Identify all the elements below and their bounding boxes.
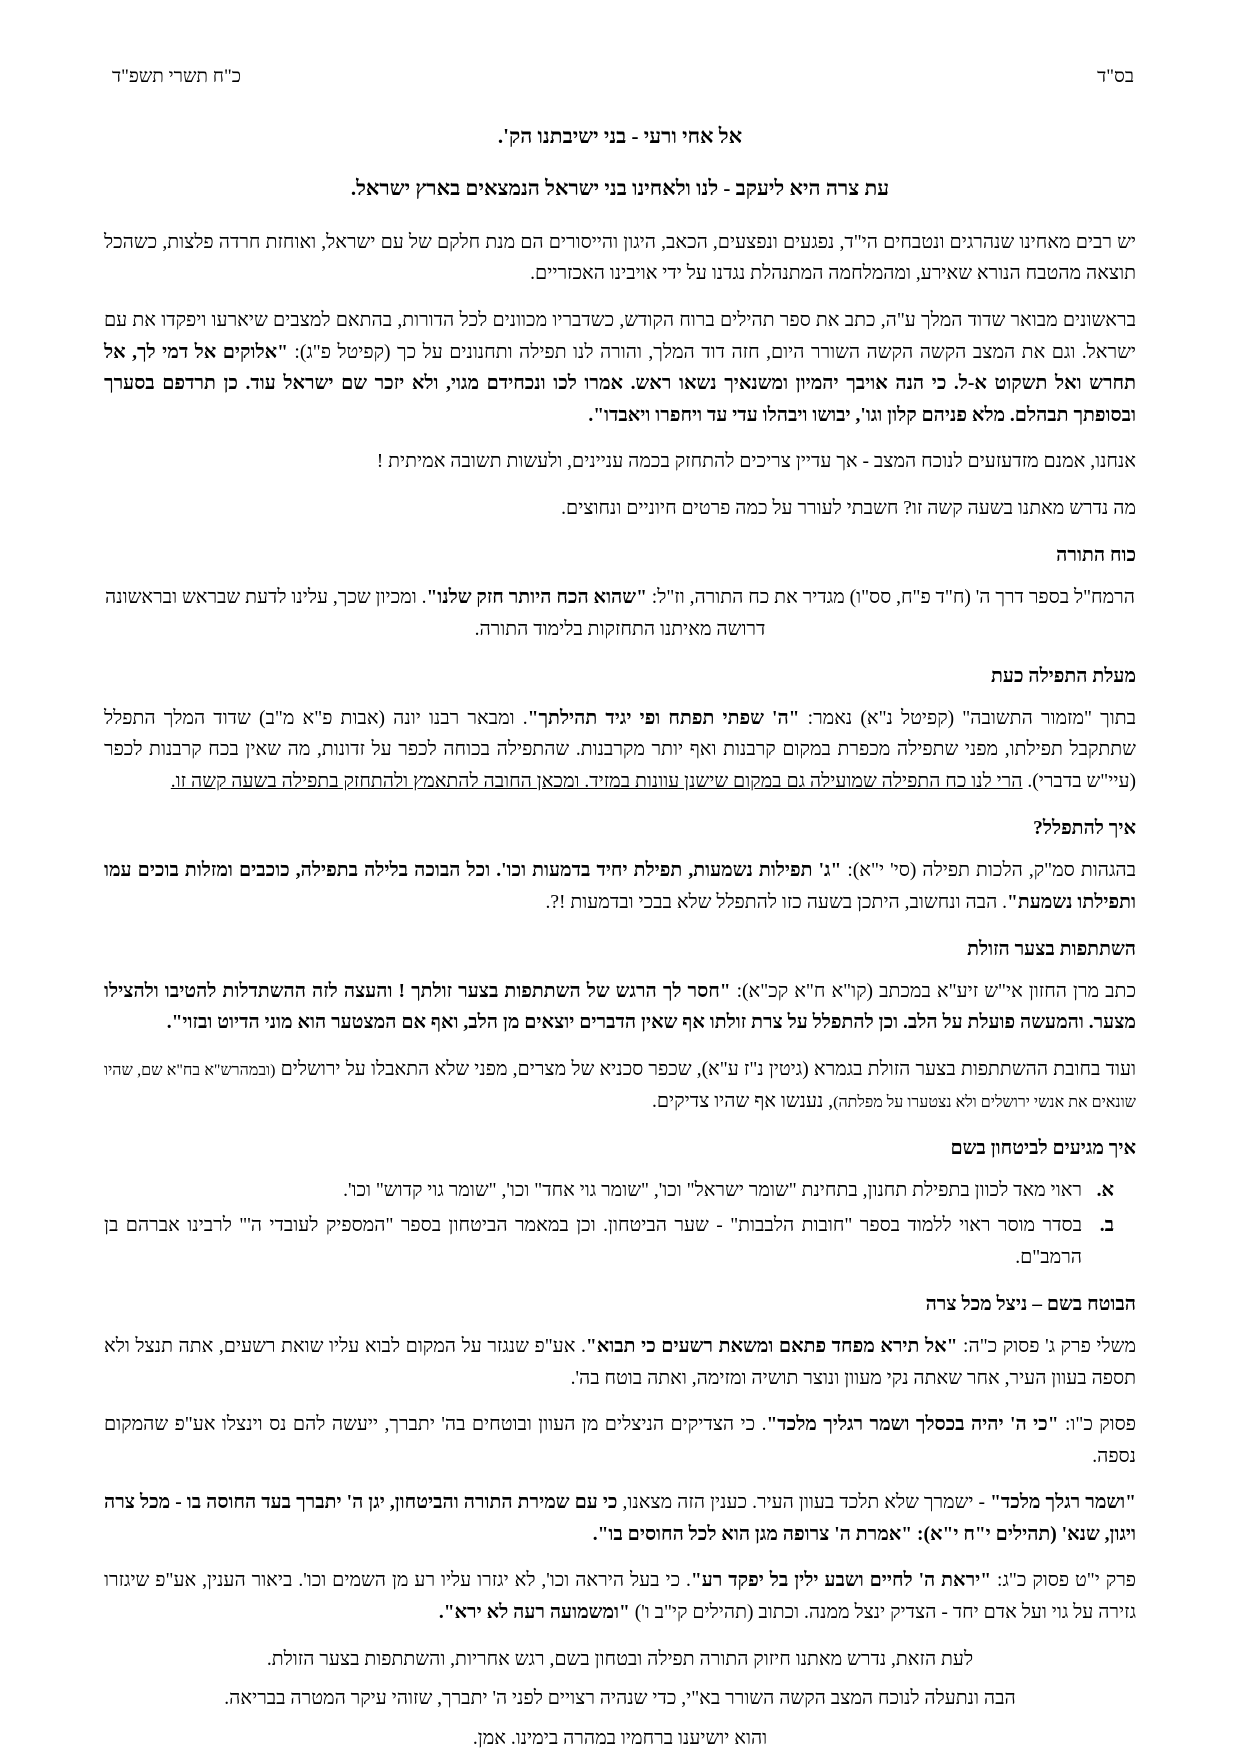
text-run: בתוך "מזמור התשובה" (קפיטל נ"א) נאמר: [799, 707, 1136, 729]
text-run: "שהוא הכח היותר חזק שלנו" [426, 587, 647, 608]
list-item-marker: א. [1096, 1179, 1114, 1201]
text-run: , נענשו אף שהיו צדיקים. [652, 1090, 834, 1112]
text-run: (ובמהרש"א בח"א שם, שהיו שונאים את אנשי ירושלים ולא נצטערו על מפלתה) [104, 1061, 1136, 1111]
psalms-83-quote: "אלוקים אל דמי לך, אל תחרש ואל תשקוט א-ל. כי הנה אויבך יהמיון ומשנאיך נשאו ראש. אמרו לכו ונכחידם מגוי, ולא יזכר שם ישראל עוד. כן תרדפם בסערך ובסופתך תבהלם. מלא פניהם קלון וגו', יבושו ויבהלו עדי עד ויחפרו ויאבדו". [104, 341, 1136, 426]
bsd-label: בס"ד [1097, 66, 1134, 87]
text-run: פסוק כ"ו: [1058, 1414, 1136, 1436]
section-hishtatfut-paragraph-1 [104, 976, 1136, 1039]
text-run: "אל תירא מפחד פתאם ומשאת רשעים כי תבוא" [585, 1335, 958, 1357]
text-run: בהגהות סמ"ק, הלכות תפילה (סי' י"א): [841, 860, 1136, 882]
section-habotcheach-paragraph-4 [104, 1565, 1136, 1628]
text-run: כי עם שמירת התורה והביטחון, יגן ה' יתברך בעד החוסה בו - מכל צרה ויגון, שנא' (תהילים י"ח י"א): "אמרת ה' צרופה מגן הוא לכל החוסים בו". [104, 1492, 1136, 1545]
document-title: אל אחי ורעי - בני ישיבתנו הק'. [497, 123, 743, 148]
text-run: "ושמר רגלך מלכד" [990, 1492, 1137, 1514]
closing-paragraph-2: הבה ונתעלה לנוכח המצב הקשה השורר בא"י, כדי שנהיה רצויים לפני ה' יתברך, שזוהי עיקר המטרה בבריאה. [224, 1688, 1016, 1710]
text-run: . כי בעל היראה וכו', לא יגזרו עליו רע מן השמים וכו'. ביאור הענין, אע"פ שיגזרו גזירה על גוי ועל אדם יחד - הצדיק ינצל ממנה. וכתוב (תהילים קי"ב ו') [104, 1570, 1136, 1624]
section-heading-koach-hatorah: כוח התורה [1056, 545, 1136, 567]
text-run: "חסר לך הרגש של השתתפות בצער זולתך ! והעצה לזה ההשתדלות להטיבו ולהצילו מצער. והמעשה פועלת על הלב. וכן להתפלל על צרת זולתו אף שאין הדברים יוצאים מן הלב, ואף אם המצטער הוא מוני הדיוט ובזוי". [104, 980, 1136, 1034]
intro-paragraph-4: מה נדרש מאתנו בשעה קשה זו? חשבתי לעורר על כמה פרטים חיוניים ונחוצים. [561, 497, 1136, 519]
section-heading-bitachon: איך מגיעים לביטחון בשם [950, 1138, 1136, 1160]
text-run: משלי פרק ג' פסוק כ"ה: [957, 1335, 1136, 1357]
text-run: . כי הצדיקים הניצלים מן העוון ובוטחים בה' יתברך, ייעשה להם נס וינצלו אע"פ שהמקום נספה. [104, 1414, 1136, 1467]
closing-paragraph-3: והוא יושיענו ברחמיו במהרה בימינו. אמן. [472, 1727, 768, 1749]
list-item-label: ראוי מאד לכוון בתפילת תחנון, בתחינת "שומר ישראל" וכו', "שומר גוי אחד" וכו', "שומר גוי קדוש" וכו'. [343, 1179, 1082, 1201]
section-heading-maalat-hatefila: מעלת התפילה כעת [991, 666, 1136, 688]
section-bitachon-list [104, 1175, 1136, 1274]
text-run: פרק י"ט פסוק כ"ג: [991, 1570, 1136, 1592]
text-run: . הבה ונחשוב, היתכן בשעה כזו להתפלל שלא בבכי ובדמעות !?. [545, 891, 1008, 913]
text-run: . ומכיון שכך, עלינו לדעת שבראש ובראשונה דרושה מאיתנו התחזקות בלימוד התורה. [105, 587, 766, 640]
section-heading-eich-lehitpalel: איך להתפלל? [1033, 818, 1136, 840]
section-koach-hatorah-paragraph-1 [104, 582, 1136, 645]
list-item [104, 1210, 1114, 1273]
text-run: "ה' שפתי תפתח ופי יגיד תהילתך" [527, 707, 800, 729]
sections-container [104, 540, 1136, 1628]
section-habotcheach-paragraph-1 [104, 1331, 1136, 1394]
text-run: "יראת ה' לחיים ושבע ילין בל יפקד רע" [690, 1570, 992, 1592]
closing-paragraph-1: לעת הזאת, נדרש מאתנו חיזוק התורה תפילה ובטחון בשם, רגש אחריות, והשתתפות בצער הזולת. [266, 1648, 974, 1670]
hebrew-date: כ"ח תשרי תשפ"ד [112, 66, 242, 87]
list-item-marker: ב. [1099, 1215, 1114, 1237]
text-run: "ג' תפילות נשמעות, תפילת יחיד בדמעות וכו'. וכל הבוכה בלילה בתפילה, כוכבים ומזלות בוכים עמו ותפילתו נשמעת" [104, 860, 1136, 913]
text-run: - ישמרך שלא תלכד בעוון העיר. כענין הזה מצאנו, [617, 1492, 991, 1514]
intro-p2-lead: בראשונים מבואר שדוד המלך ע"ה, כתב את ספר תהילים ברוח הקודש, כשדבריו מכוונים לכל הדורות, בהתאם למצבים שיארעו ויפקדו את עם ישראל. וגם את המצב הקשה הקשה השורר היום, חזה דוד המלך, והורה לנו תפילה ותחנונים על כך (קפיטל פ"ג): [104, 309, 1136, 363]
document-subtitle: עת צרה היא ליעקב - לנו ולאחינו בני ישראל הנמצאים בארץ ישראל. [350, 175, 890, 200]
text-run: "כי ה' יהיה בכסלך ושמר רגליך מלכד" [766, 1414, 1059, 1436]
section-eich-lehitpalel-paragraph-1 [104, 855, 1136, 918]
section-habotcheach-paragraph-2 [104, 1409, 1136, 1472]
section-heading-hishtatfut: השתתפות בצער הזולת [967, 939, 1136, 961]
intro-paragraph-3: אנחנו, אמנם מזדעזעים לנוכח המצב - אך עדיין צריכים להתחזק בכמה עניינים, ולעשות תשובה אמיתית ! [376, 451, 1136, 473]
document-header [104, 62, 1136, 93]
text-run: כתב מרן החזון אי"ש זיע"א במכתב (קו"א ח"א קכ"א): [730, 980, 1136, 1002]
text-run: . אע"פ שנגזר על המקום לבוא עליו שואת רשעים, אתה תנצל ולא תספה בעוון העיר, אחר שאתה נקי מעוון ונוצר תושיה ומזימה, ואתה בוטח בה'. [104, 1335, 1136, 1389]
text-run: ועוד בחובת ההשתתפות בצער הזולת בגמרא (גיטין נ"ז ע"א), שכפר סכניא של מצרים, מפני שלא התאבלו על ירושלים [275, 1058, 1137, 1080]
text-run: "ומשמועה רעה לא ירא". [438, 1602, 630, 1624]
text-run: הרי לנו כח התפילה שמועילה גם במקום שישנן עוונות במזיד. ומכאן החובה להתאמץ ולהתחזק בתפילה בשעה קשה זו. [170, 770, 1023, 792]
intro-paragraph-2 [104, 305, 1136, 431]
document-body [104, 62, 1136, 1754]
section-heading-habotcheach: הבוטח בשם – ניצל מכל צרה [925, 1294, 1136, 1316]
section-hishtatfut-paragraph-2 [104, 1054, 1136, 1117]
intro-paragraph-1: יש רבים מאחינו שנהרגים ונטבחים הי"ד, נפגעים ונפצעים, הכאב, היגון והייסורים הם מנת חלקם של עם ישראל, ואוחזת חרדה פלצות, כשהכל תוצאה מהטבח הנורא שאירע, ומהמלחמה המתנהלת נגדנו על ידי אויבינו האכזריים. [104, 231, 1136, 285]
text-run: . ומבאר רבנו יונה (אבות פ"א מ"ב) שדוד המלך התפלל שתתקבל תפילתו, מפני שתפילה מכפרת במקום קרבנות ואף יותר מקרבנות. שהתפילה בכוחה לכפר על זדונות, מה שאין בכח קרבנות לכפר (עיי"ש בדברי). [104, 707, 1136, 792]
list-item-label: בסדר מוסר ראוי ללמוד בספר "חובות הלבבות" - שער הביטחון. וכן במאמר הביטחון בספר "המספיק לעובדי ה'" לרבינו אברהם בן הרמב"ם. [104, 1215, 1082, 1268]
section-habotcheach-paragraph-3 [104, 1487, 1136, 1550]
list-item [104, 1175, 1114, 1207]
text-run: הרמח"ל בספר דרך ה' (ח"ד פ"ח, סס"ו) מגדיר את כח התורה, וז"ל: [646, 587, 1135, 608]
section-maalat-hatefila-paragraph-1 [104, 703, 1136, 798]
